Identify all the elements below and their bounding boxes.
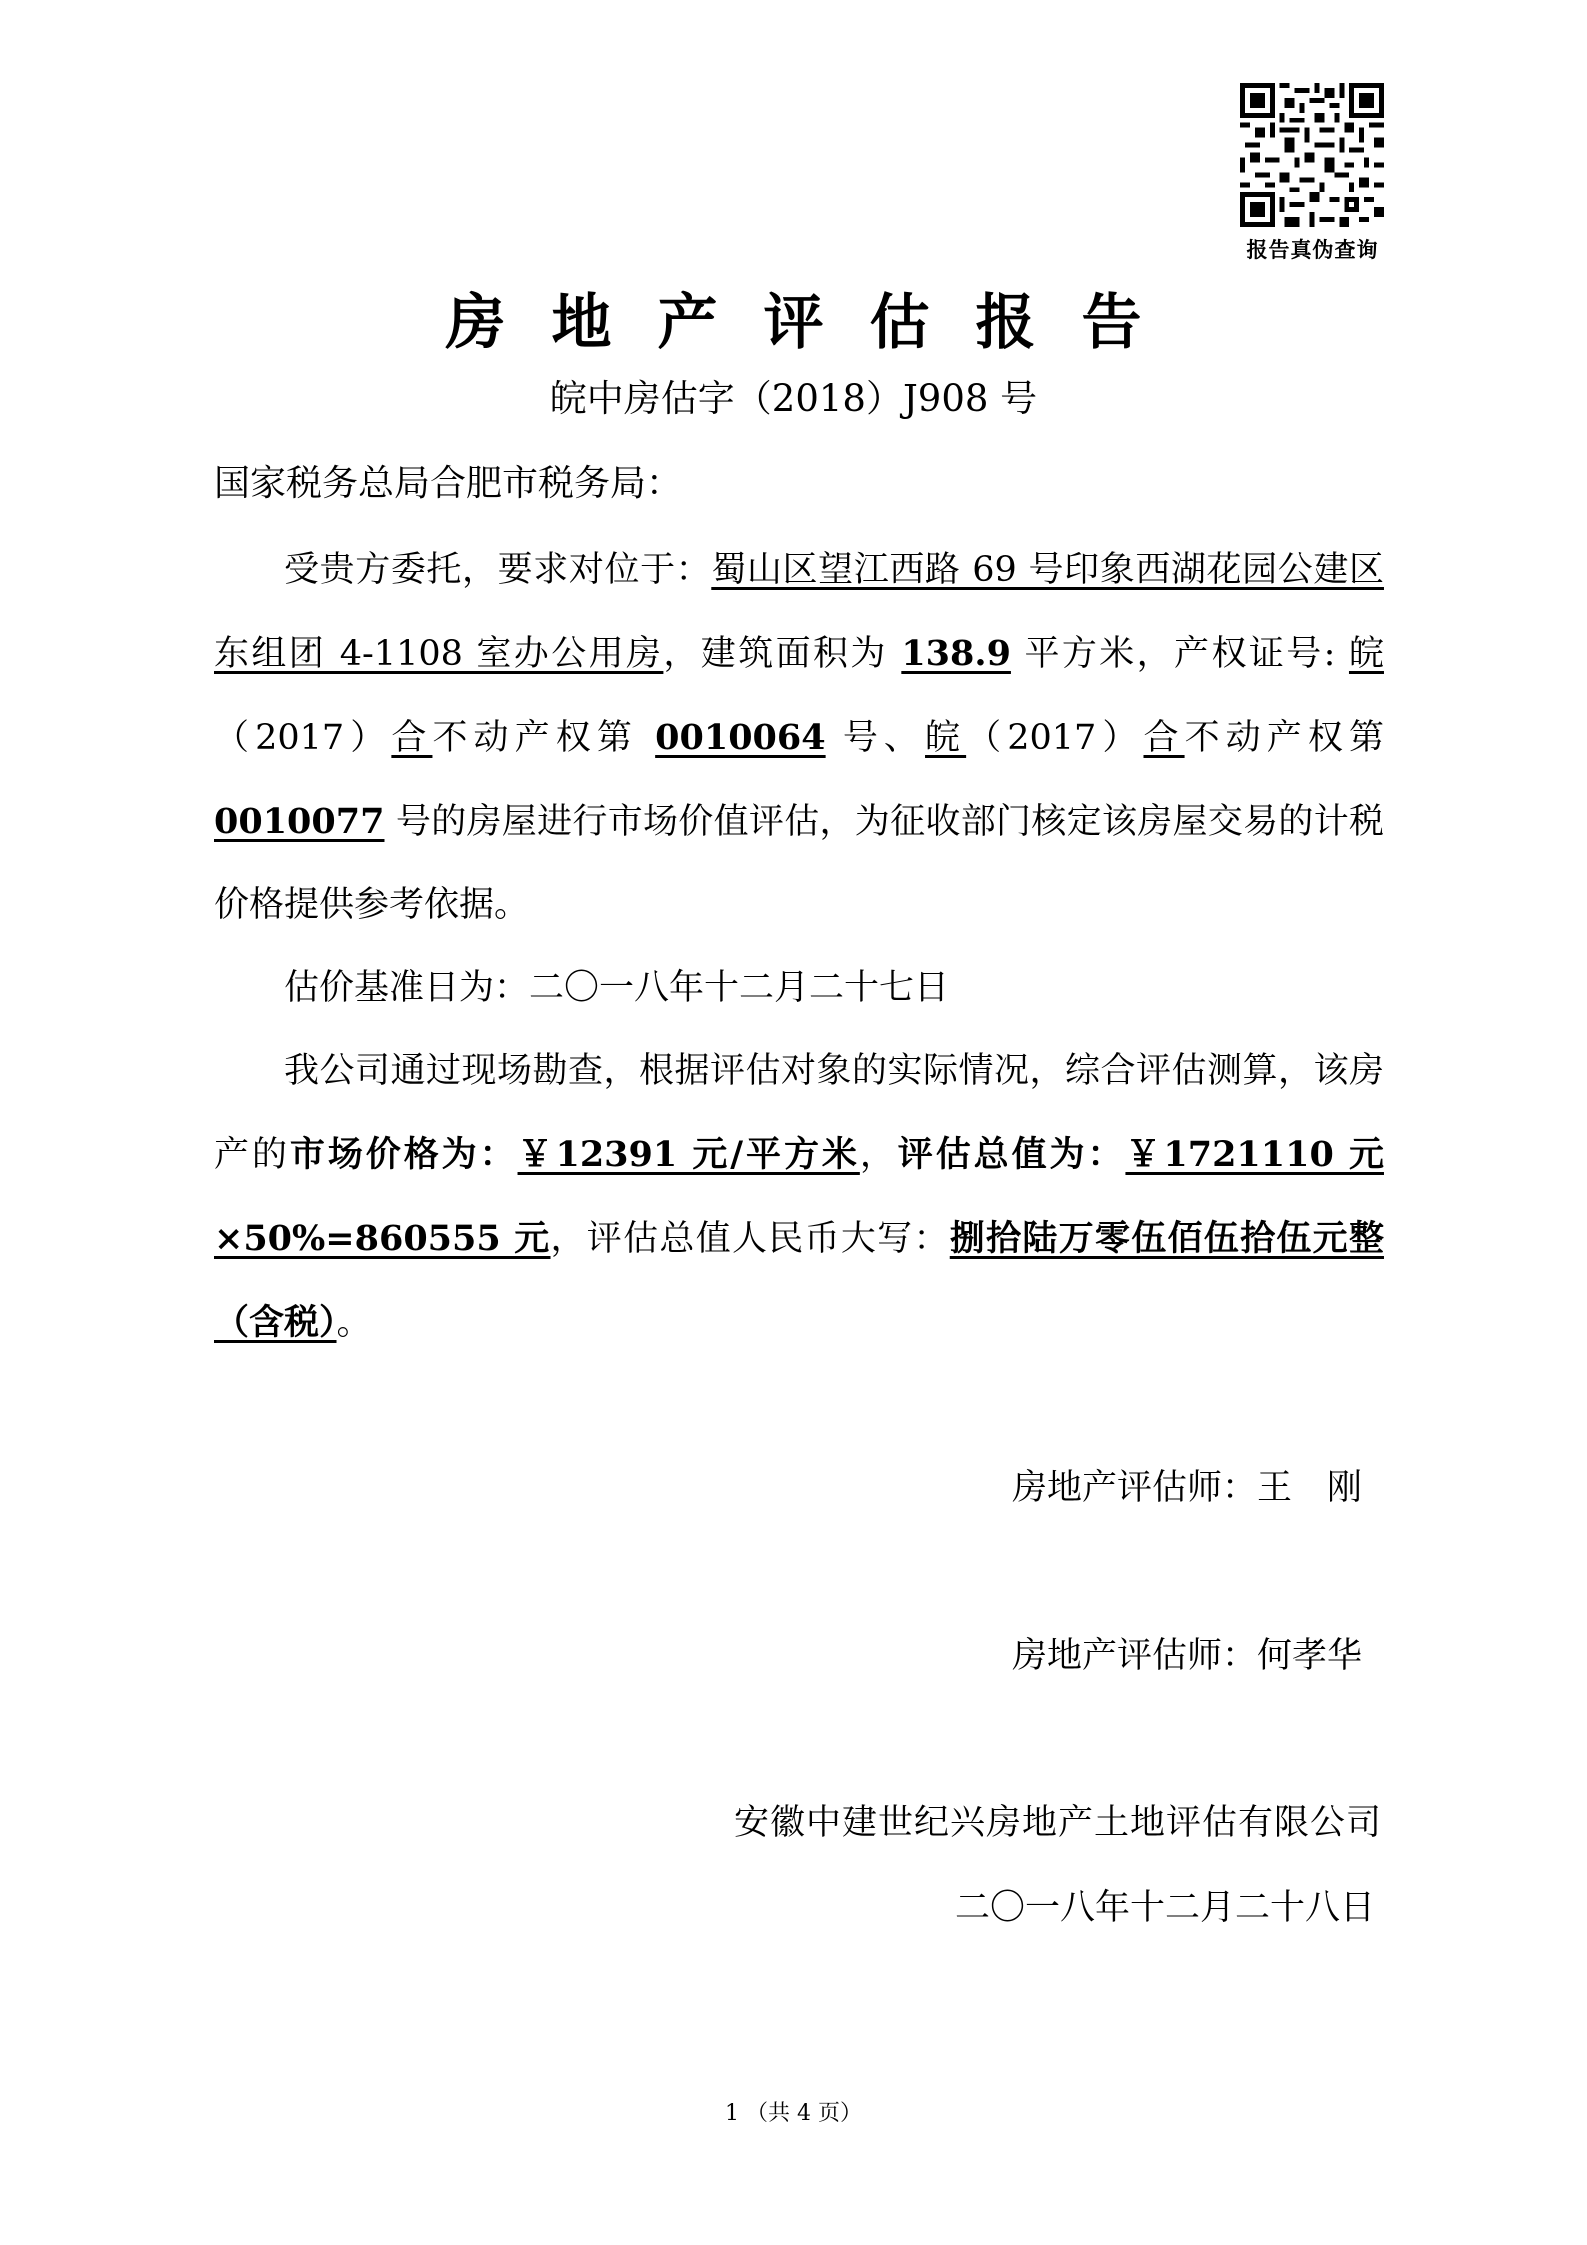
qr-caption: 报告真伪查询 [1246, 237, 1379, 262]
valuation-date: 二〇一八年十二月二十七日 [529, 968, 950, 1008]
cert1-city: 合 [391, 718, 433, 758]
valuation-result-paragraph: 我公司通过现场勘查，根据评估对象的实际情况，综合评估测算，该房产的市场价格为：￥12391 元/平方米，评估总值为：￥1721110 元×50%=860555 元，评估总值人民币大写：捌拾陆万零伍佰伍拾伍元整（含税）。 [214, 1051, 1384, 1343]
total-value: ￥1721110 元×50%=860555 元 [214, 1134, 1384, 1259]
company-name: 安徽中建世纪兴房地产土地评估有限公司 [733, 1803, 1382, 1843]
appraiser-2: 房地产评估师：何孝华 [1011, 1636, 1362, 1676]
report-title: 房地产评估报告 [445, 288, 1188, 358]
cert1-province: 皖 [1348, 634, 1384, 674]
building-area: 138.9 [901, 633, 1011, 674]
commission-paragraph: 受贵方委托，要求对位于：蜀山区望江西路 69 号印象西湖花园公建区东组团 4-1108 室办公用房，建筑面积为 138.9 平方米，产权证号: 皖（2017）合不动产权第 0010064 号、皖（2017）合不动产权第 0010077 号的房屋进行市场价值评估，为征收部门核定该房屋交易的计税价格提供参考依据。 [214, 550, 1384, 925]
property-address: 蜀山区望江西路 69 号印象西湖花园公建区东组团 4-1108 室办公用房 [214, 550, 1384, 674]
unit-price: ￥12391 元/平方米 [517, 1134, 860, 1175]
cert2-number: 0010077 [214, 801, 385, 842]
report-body [214, 529, 1384, 1365]
cert2-city: 合 [1143, 718, 1185, 758]
reference-number: 皖中房估字（2018）J908 号 [549, 377, 1038, 420]
cert2-province: 皖 [925, 718, 967, 758]
appraiser-1: 房地产评估师：王 刚 [1011, 1468, 1362, 1508]
valuation-date-paragraph: 估价基准日为：二〇一八年十二月二十七日 [284, 968, 950, 1008]
qr-code-icon [1240, 83, 1384, 227]
page-number: 1 （共 4 页） [725, 2101, 862, 2126]
total-value-words: 捌拾陆万零伍佰伍拾伍元整（含税） [214, 1218, 1384, 1343]
cert1-number: 0010064 [655, 717, 826, 758]
addressee: 国家税务总局合肥市税务局： [214, 463, 683, 504]
issue-date: 二〇一八年十二月二十八日 [954, 1888, 1375, 1928]
